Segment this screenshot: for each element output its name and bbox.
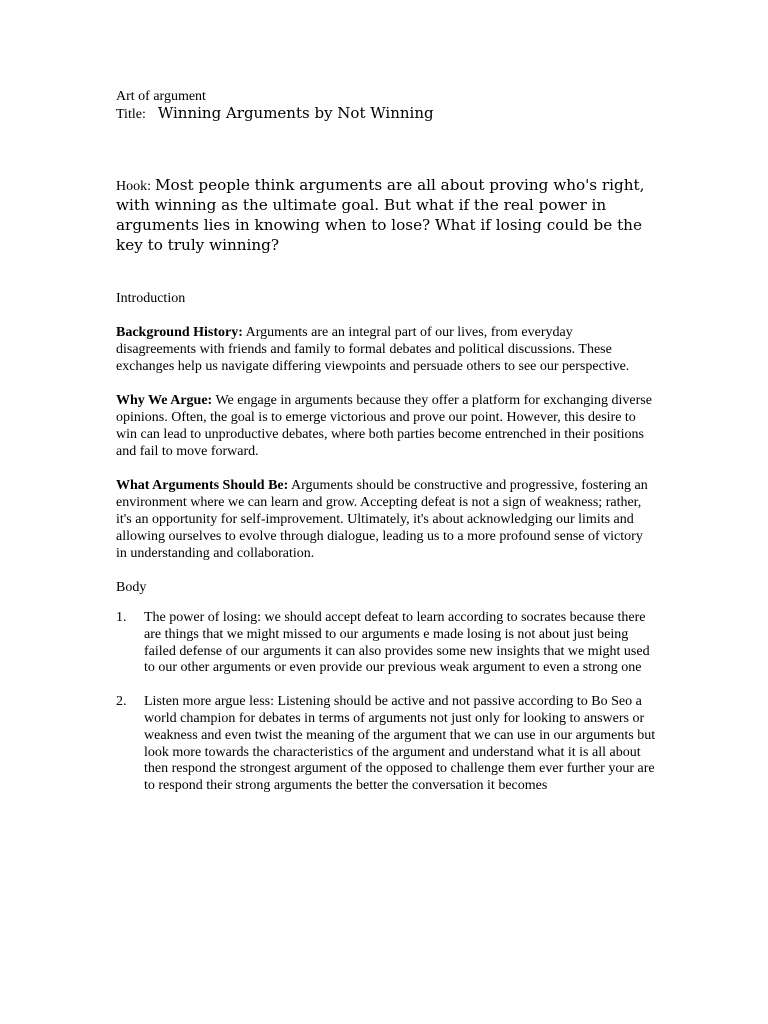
- why-we-argue-label: Why We Argue:: [116, 393, 213, 408]
- hook-paragraph: [116, 176, 656, 256]
- background-history-label: Background History:: [116, 325, 243, 340]
- list-item: [116, 610, 656, 677]
- why-we-argue-text: We engage in arguments because they offer a platform for exchanging diverse opinions. Often, the goal is to emerge victorious and prove our point. However, this desire to win can lead to unproductive debates, where both parties become entrenched in their positions and fail to move forward.: [116, 393, 652, 459]
- list-item-text: Listen more argue less: Listening should be active and not passive according to Bo Seo a world champion for debates in terms of arguments not just only for looking to answers or weakness and even twist the meaning of the argument that we can use in our arguments but look more towards the characteristics of the argument and understand what it is all about then respond the strongest argument of the opposed to challenge them ever further your are to respond their strong arguments the better the conversation it becomes: [144, 694, 656, 794]
- what-arguments-should-be-text: Arguments should be constructive and progressive, fostering an environment where we can learn and grow. Accepting defeat is not a sign of weakness; rather, it's an opportunity for self-improvement. Ultimately, it's about acknowledging our limits and allowing ourselves to evolve through dialogue, leading us to a more profound sense of victory in understanding and collaboration.: [116, 478, 648, 561]
- document-title: Winning Arguments by Not Winning: [157, 104, 434, 122]
- list-item-number: 1.: [116, 610, 127, 625]
- background-history-text: Arguments are an integral part of our lives, from everyday disagreements with friends and family to formal debates and political discussions. These exchanges help us navigate differing viewpoints and persuade others to see our perspective.: [116, 325, 630, 374]
- list-item: [116, 694, 656, 795]
- what-arguments-should-be-paragraph: [116, 477, 656, 562]
- list-item-number: 2.: [116, 694, 127, 710]
- document-page: [116, 88, 656, 795]
- hook-text: Most people think arguments are all about proving who's right, with winning as the ultimate goal. But what if the real power in arguments lies in knowing when to lose? What if losing could be the key to truly winning?: [116, 176, 645, 254]
- what-arguments-should-be-label: What Arguments Should Be:: [116, 478, 289, 493]
- list-item-text: The power of losing: we should accept defeat to learn according to socrates because there are things that we might missed to our arguments e made losing is not about just being failed defense of our arguments it can also provides some new insights that we might used to our other arguments or even provide our previous weak argument to even a strong one: [144, 610, 650, 676]
- body-heading: Body: [116, 580, 147, 595]
- background-history-paragraph: [116, 324, 656, 375]
- why-we-argue-paragraph: [116, 392, 656, 460]
- title-line: [116, 105, 656, 123]
- title-label: Title:: [116, 107, 146, 122]
- document-subject: Art of argument: [116, 89, 206, 104]
- hook-label: Hook:: [116, 179, 151, 194]
- body-points-list: [116, 610, 656, 795]
- introduction-heading: Introduction: [116, 291, 186, 306]
